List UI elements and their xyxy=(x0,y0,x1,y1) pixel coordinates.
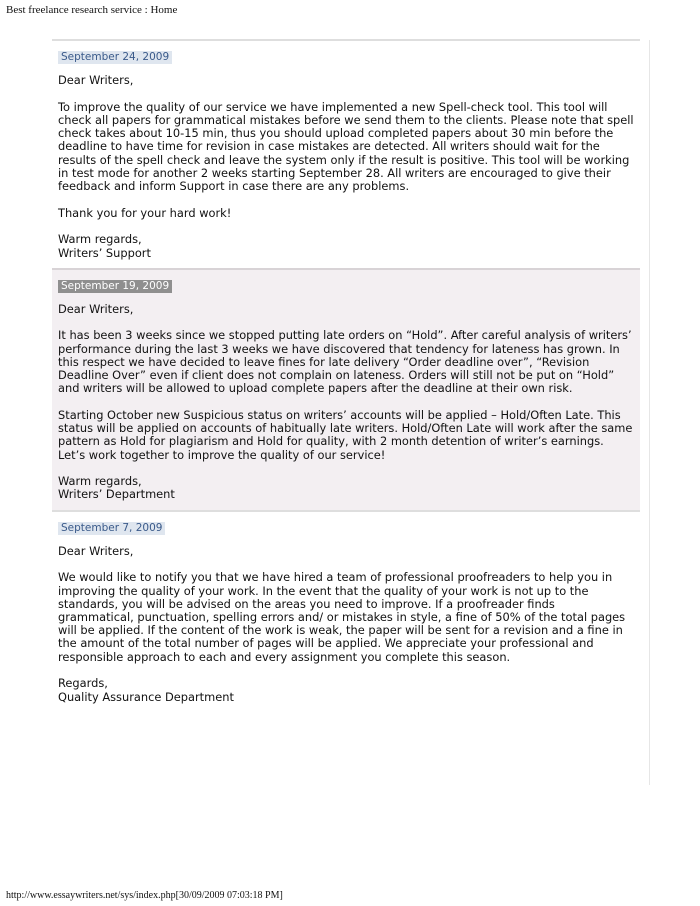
post-date: September 7, 2009 xyxy=(58,522,165,535)
post-greeting: Dear Writers, xyxy=(58,73,134,87)
post-signer: Quality Assurance Department xyxy=(58,689,234,704)
post-closing: Warm regards, xyxy=(58,232,142,247)
post-signature xyxy=(58,475,634,501)
post-paragraph: Starting October new Suspicious status on writers’ accounts will be applied – Hold/Often Late. This status will be applied on accounts of habitually late writers. Hold/Often Late will work after the same pattern as Hold for plagiarism and Hold for quality, with 2 month detention of writer’s earnings. xyxy=(58,407,633,449)
news-post xyxy=(52,510,640,704)
print-footer-url: http://www.essaywriters.net/sys/index.php[30/09/2009 07:03:18 PM] xyxy=(6,890,283,901)
post-date: September 24, 2009 xyxy=(58,51,172,64)
post-signer: Writers’ Department xyxy=(58,487,175,502)
post-signature xyxy=(58,233,634,259)
post-signer: Writers’ Support xyxy=(58,245,151,260)
post-date: September 19, 2009 xyxy=(58,280,172,293)
column-divider xyxy=(649,40,650,785)
news-post xyxy=(52,39,640,268)
post-signature xyxy=(58,677,634,703)
post-paragraph: It has been 3 weeks since we stopped putting late orders on “Hold”. After careful analysis of writers’ performance during the last 3 weeks we have discovered that tendency for lateness has grown. In this respect we have decided to leave fines for late delivery “Order deadline over”, “Revision Deadline Over” even if client does not complain on lateness. Orders will still not be put on “Hold” and writers will be allowed to upload complete papers after the deadline at their own risk. xyxy=(58,328,632,396)
post-closing: Regards, xyxy=(58,676,108,691)
news-list xyxy=(52,39,640,704)
post-paragraph: To improve the quality of our service we have implemented a new Spell-check tool. This tool will check all papers for grammatical mistakes before we send them to the clients. Please note that spell check takes about 10-15 min, thus you should upload completed papers about 30 min before the deadline to have time for revision in case mistakes are detected. All writers should wait for the results of the spell check and leave the system only if the result is positive. This tool will be working in test mode for another 2 weeks starting September 28. All writers are encouraged to give their feedback and inform Support in case there are any problems. xyxy=(58,99,634,193)
news-post xyxy=(52,268,640,510)
post-greeting: Dear Writers, xyxy=(58,301,134,316)
post-paragraph: Let’s work together to improve the quality of our service! xyxy=(58,447,386,462)
post-paragraph: Thank you for your hard work! xyxy=(58,205,232,220)
post-greeting: Dear Writers, xyxy=(58,543,134,558)
print-header-title: Best freelance research service : Home xyxy=(6,4,178,16)
post-paragraph: We would like to notify you that we have hired a team of professional proofreaders to help you in improving the quality of your work. In the event that the quality of your work is not up to the standards, you will be advised on the areas you need to improve. If a proofreader finds grammatical, punctuation, spelling errors and/ or mistakes in style, a fine of 50% of the total pages will be applied. If the content of the work is weak, the paper will be sent for a revision and a fine in the amount of the total number of pages will be applied. We appreciate your professional and responsible approach to each and every assignment you complete this season. xyxy=(58,570,626,664)
post-closing: Warm regards, xyxy=(58,474,142,489)
